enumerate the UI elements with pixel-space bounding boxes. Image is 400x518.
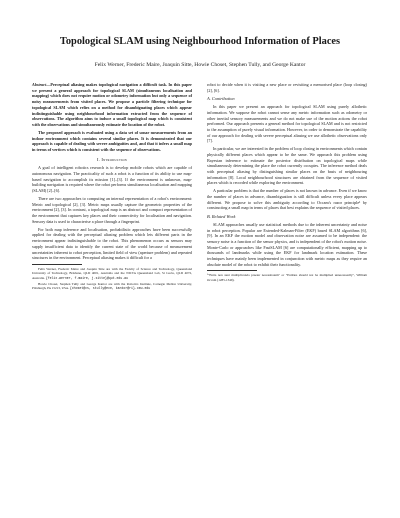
right-column [207,82,367,284]
affiliation-footnote-2 [32,282,192,291]
abstract-paragraph-2: The proposed approach is evaluated using a data set of sonar measurements from an indoor environment which contains several similar places. It is demonstrated that our approach is capable of dealing with severe ambiguities and, and that it infers a small map in terms of vertices which is consistent with the sequence of observations. [32,129,192,152]
affiliation-2-email: {choset@cs, stully@ece, kantor@ri}.cmu.edu [69,286,151,291]
contribution-paragraph-1: In this paper we present an approach for topological SLAM using purely allothetic information. We suppose the robot cannot sense any metric information such as odometry or other inertial sensory measurements and we do not make use of the motion actions the robot performed. Our approach presents a general method for topological SLAM and is not restricted to the assumption of purely visual information. However, in order to demonstrate the capability of our approach for dealing with severe perceptual aliasing we use allothetic observations only [7]. [207,104,367,144]
contribution-paragraph-3: A particular problem is that the number of places is not known in advance. Even if we know the number of places in advance, disambiguation is still difficult unless every place appears different. We propose to solve this ambiguity according to Occam's razor principle¹ by constructing a small map in terms of places that best explains the sequence of visited places. [207,188,367,211]
occam-footnote: ¹"Entia non sunt multiplicanda praeter necessitatem" or "Entities should not be multiplied unnecessarily", William Occam (1285-1349). [207,273,367,282]
footnote-rule-right [207,270,257,271]
intro-paragraph-2: There are two approaches to computing an internal representation of a robot's environment: Metric and topological [2], [3]. Metric maps usually capture the geometric properties of the environment [2], [3]. In contrast, a topological map is an abstract and compact representation of the environment that captures key places and their connectivity for localisation and navigation. Sensory data is used to characterise a place through a fingerprint. [32,196,192,224]
abstract-body: —Perceptual aliasing makes topological navigation a difficult task. In this paper we present a general approach for topological SLAM (simultaneous localisation and mapping) which does not require motion or odometry information but only a sequence of noisy measurements from visited places. We propose a particle filtering technique for topological SLAM which relies on a method for disambiguating places which appear indistinguishable using neighbourhood information extracted from the sequence of observations. The algorithm aims to induce a small topological map which is consistent with the observations and simultaneously estimate the location of the robot. [32,82,192,127]
intro-paragraph-1: A goal of intelligent robotics research is to develop mobile robots which are capable of autonomous navigation. The practicality of such a robot is a function of its ability to use map-based navigation to accomplish its mission [1]–[3]. If the environment is unknown, map-building navigation is required where the robot performs simultaneous localisation and mapping (SLAM) [2]–[6]. [32,165,192,194]
abstract-paragraph [32,82,192,128]
subsection-heading-related-work: B. Related Work [207,214,236,220]
contribution-paragraph-2: In particular, we are interested in the problem of loop closing in environments which contain physically different places which appear to be the same. We approach this problem using Bayesian inference to estimate the posterior distribution on topological maps while simultaneously determining the place the robot currently occupies. The inference method deals with perceptual aliasing by distinguishing similar places on the basis of neighbouring information [8]. Local neighbourhood structures are obtained from the sequence of visited places which is recorded while exploring the environment. [207,146,367,186]
affiliation-1-email: {felix.werner, f.maire, j.sitte}@qut.edu.au [45,275,129,280]
paper-title: Topological SLAM using Neighbourhood Information of Places [59,36,341,47]
subsection-heading-contribution: A. Contribution [207,96,235,102]
left-column [32,82,192,293]
author-list: Felix Werner, Frederic Maire, Joaquin Sitte, Howie Choset, Stephen Tully, and George Kantor [94,62,306,68]
affiliation-2-text: Howie Choset, Stephen Tully and George Kantor are with the Robotics Institute, Carnegie Mellon University, Pittsburgh, PA 15213, USA. [32,282,192,291]
affiliation-footnote-1 [32,267,192,280]
related-work-paragraph: SLAM approaches usually use statistical methods due to the inherent uncertainty and noise in robot perception. Popular are Extended-Kalman-Filter (EKF) based SLAM algorithms [6], [9]. In an EKF the motion model and observation noise are assumed to be independent: the sensory noise is a function of the sensor physics, and is independent of the robot's motion noise. Monte-Carlo or approaches like FastSLAM [6] are computationally efficient, mapping up to thousands of landmarks while using the EKF for landmark location estimation. These techniques have mainly been implemented in conjunction with metric maps as they require an absolute model of the robot to exhibit their functionality. [207,221,367,267]
footnote-rule [32,264,82,265]
intro-paragraph-3: For both map inference and localisation, probabilistic approaches have been successfully applied for dealing with the perceptual aliasing problem which lets different parts in the environment appear indistinguishable to the robot. This phenomenon occurs as sensors may supply insufficient data to identify the current state of the world because of measurement uncertainties inherent to robot perception, limited field of view (aperture problem) and repeated structures in the environment. Perceptual aliasing makes it difficult for a [32,226,192,261]
abstract-lead: Abstract [32,82,47,87]
affiliation-1-text: Felix Werner, Frederic Maire and Joaquin Sitte are with the Faculty of Science and Technology, Queensland University of Technology, Brisbane, QLD 4001, Australia and the NICTA Queensland Lab, St Lucia, QLD 4072, Australia. [32,266,192,280]
section-heading-introduction: I. Introduction [96,156,128,162]
continued-paragraph: robot to decide when it is visiting a new place or revisiting a memorised place (loop closing) [2], [6]. [207,82,367,93]
